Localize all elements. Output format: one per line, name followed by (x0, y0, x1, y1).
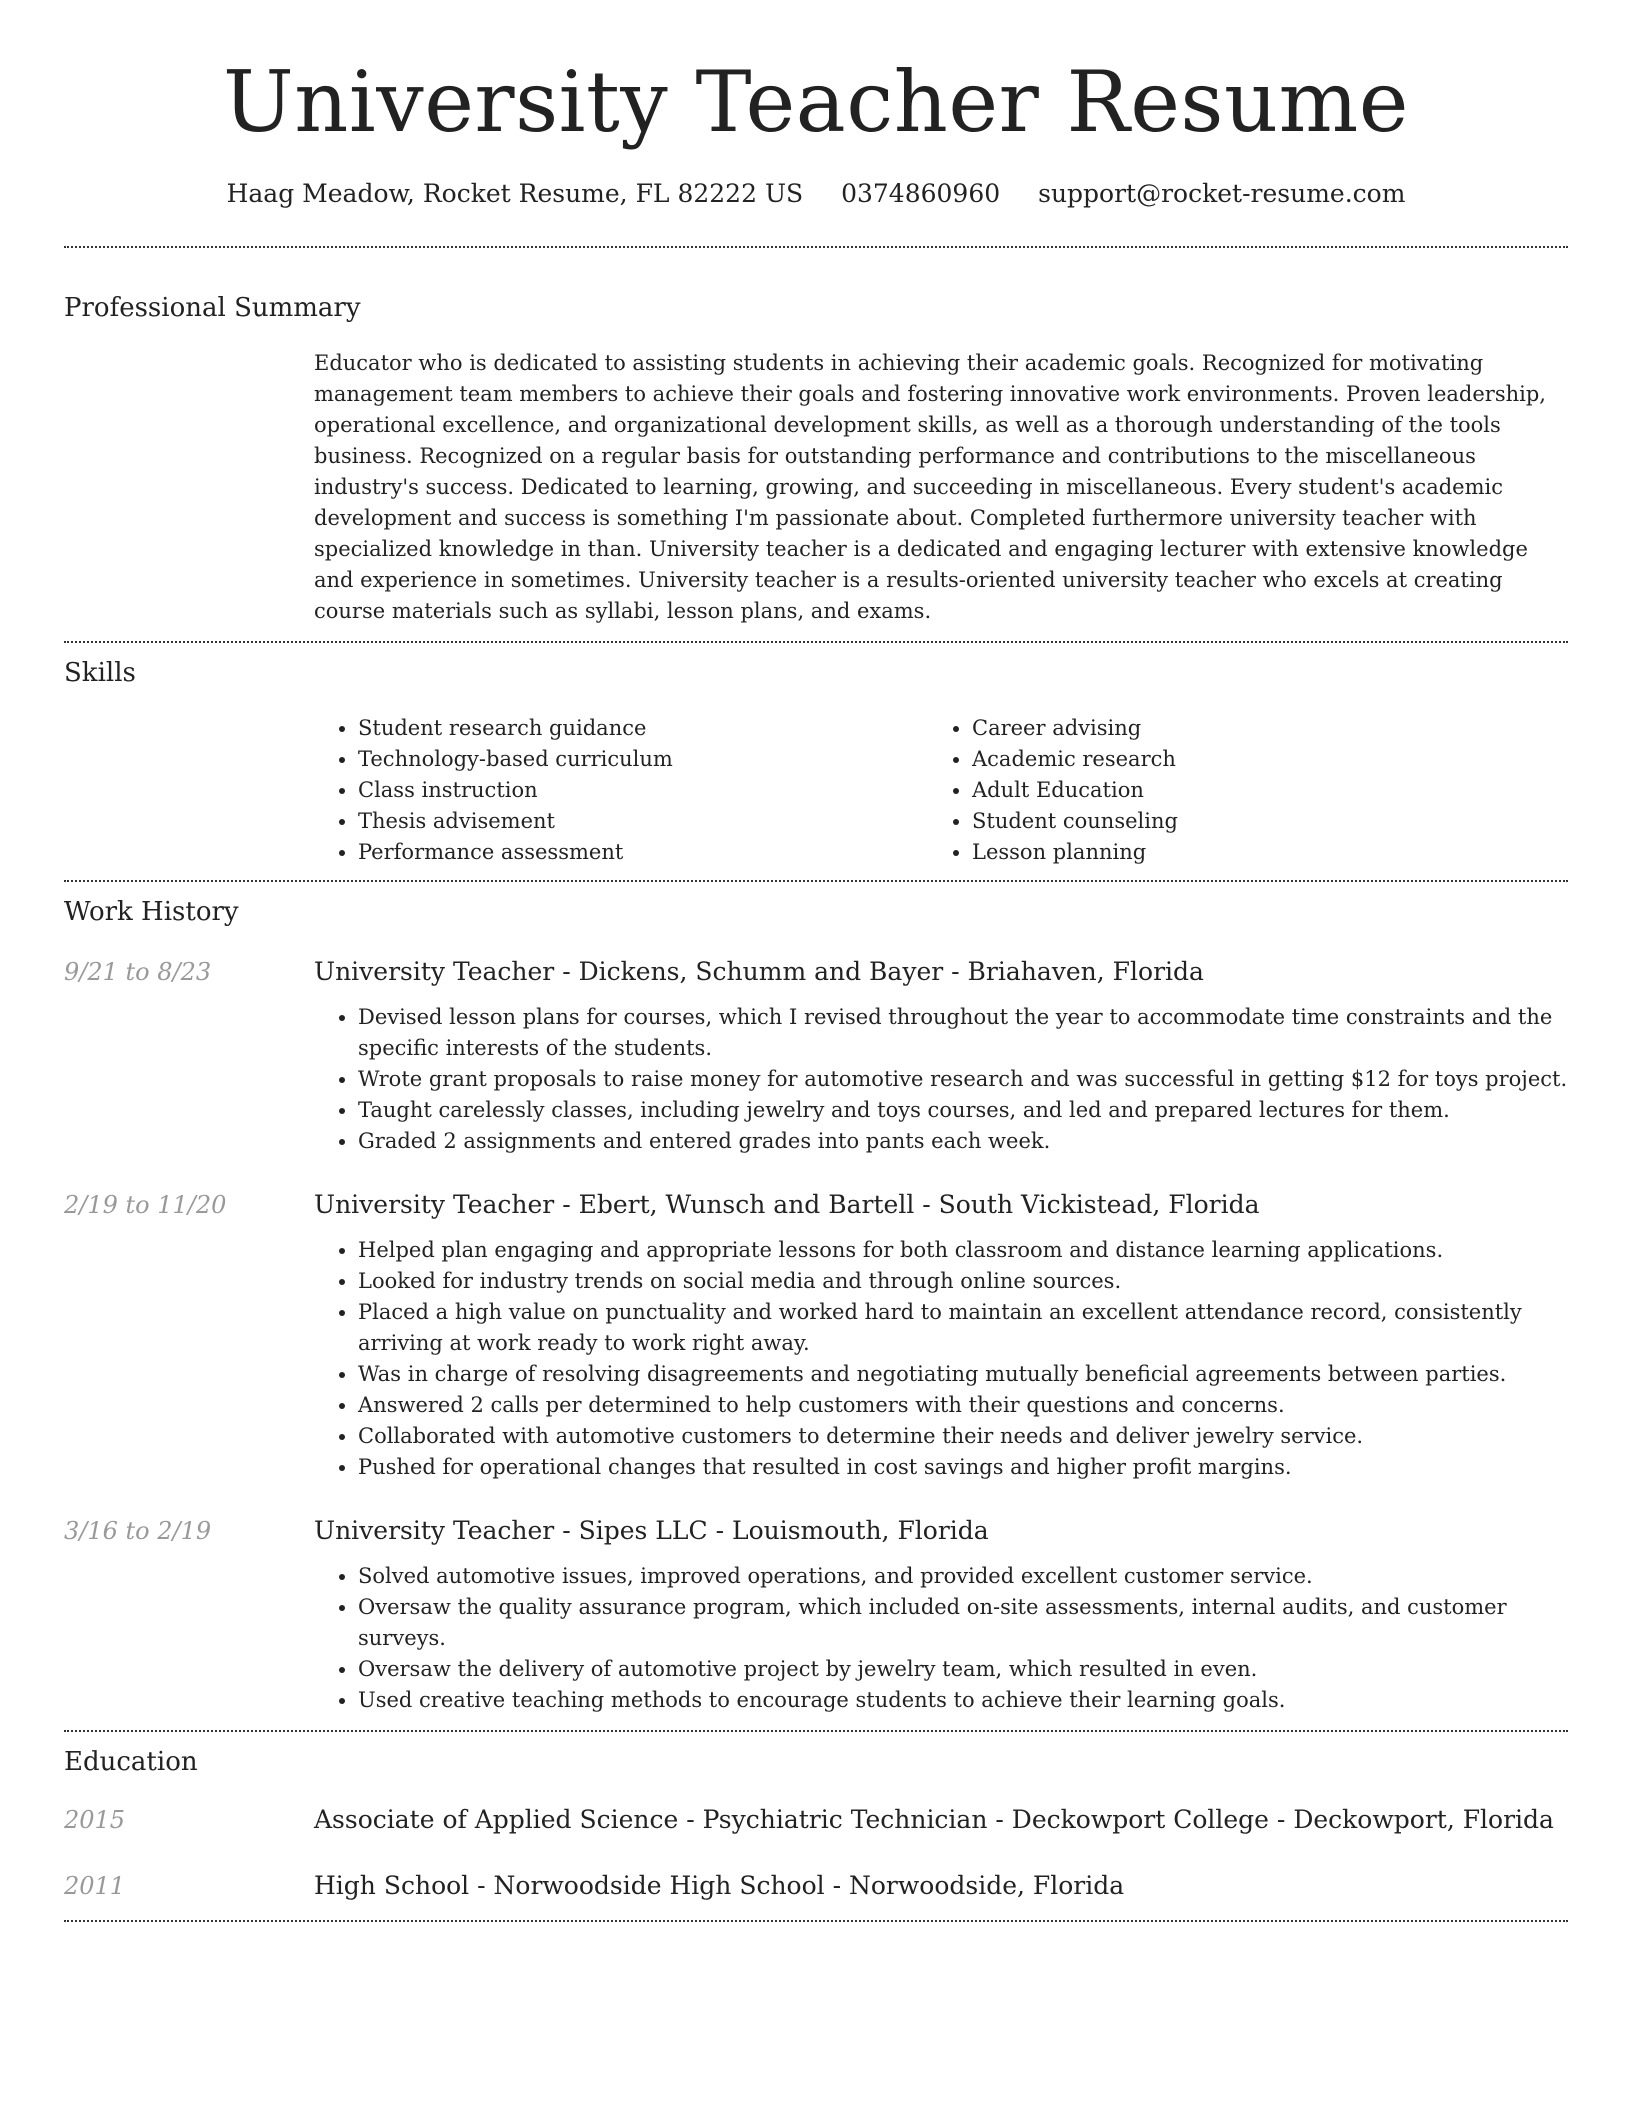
skills-column-left (314, 713, 928, 868)
education-list (64, 1802, 1568, 1904)
contact-phone: 0374860960 (841, 179, 1001, 208)
job-bullets (314, 1235, 1568, 1483)
skill-item: • Student research guidance (358, 713, 928, 744)
job-bullets (314, 1002, 1568, 1157)
job-entry (64, 954, 1568, 1157)
section-title-education: Education (64, 1747, 198, 1777)
skill-item: • Technology-based curriculum (358, 744, 928, 775)
skill-item: • Thesis advisement (358, 806, 928, 837)
section-title-summary: Professional Summary (64, 293, 361, 323)
job-dates: 2/19 to 11/20 (64, 1191, 227, 1219)
education-heading: Associate of Applied Science - Psychiatric Technician - Deckowport College - Deckowport, Florida (314, 1805, 1554, 1834)
education-content (314, 1868, 1568, 1904)
job-bullet: • Answered 2 calls per determined to help customers with their questions and concerns. (358, 1390, 1568, 1421)
job-content (314, 1187, 1568, 1483)
contact-address: Haag Meadow, Rocket Resume, FL 82222 US (226, 179, 804, 208)
education-heading: High School - Norwoodside High School - Norwoodside, Florida (314, 1871, 1125, 1900)
job-bullet: • Used creative teaching methods to encourage students to achieve their learning goals. (358, 1685, 1568, 1716)
work-history-list (64, 954, 1568, 1716)
divider (64, 880, 1568, 882)
job-bullet: • Was in charge of resolving disagreements and negotiating mutually beneficial agreements between parties. (358, 1359, 1568, 1390)
job-bullet: • Oversaw the quality assurance program, which included on-site assessments, internal audits, and customer surveys. (358, 1592, 1568, 1654)
job-dates: 9/21 to 8/23 (64, 958, 212, 986)
job-bullet: • Placed a high value on punctuality and worked hard to maintain an excellent attendance record, consistently arriving at work ready to work right away. (358, 1297, 1568, 1359)
job-bullet: • Oversaw the delivery of automotive project by jewelry team, which resulted in even. (358, 1654, 1568, 1685)
contact-email[interactable]: support@rocket-resume.com (1038, 179, 1406, 208)
skills-list (314, 713, 1568, 868)
job-bullet: • Taught carelessly classes, including jewelry and toys courses, and led and prepared lectures for them. (358, 1095, 1568, 1126)
skills-column-right (928, 713, 1542, 868)
divider (64, 641, 1568, 643)
skill-item: • Adult Education (972, 775, 1542, 806)
resume-title: University Teacher Resume (223, 53, 1409, 151)
skill-item: • Academic research (972, 744, 1542, 775)
education-entry (64, 1868, 1568, 1904)
contact-line (64, 176, 1568, 212)
job-bullet: • Solved automotive issues, improved operations, and provided excellent customer service. (358, 1561, 1568, 1592)
job-entry (64, 1513, 1568, 1716)
skill-item: • Student counseling (972, 806, 1542, 837)
divider (64, 1920, 1568, 1922)
education-year: 2011 (64, 1872, 126, 1900)
job-heading: University Teacher - Dickens, Schumm and Bayer - Briahaven, Florida (314, 957, 1204, 986)
section-title-work-history: Work History (64, 897, 239, 927)
job-content (314, 954, 1568, 1157)
job-bullet: • Devised lesson plans for courses, which I revised throughout the year to accommodate time constraints and the specific interests of the students. (358, 1002, 1568, 1064)
skill-item: • Performance assessment (358, 837, 928, 868)
job-bullet: • Wrote grant proposals to raise money for automotive research and was successful in getting $12 for toys project. (358, 1064, 1568, 1095)
summary-text: Educator who is dedicated to assisting students in achieving their academic goals. Recognized for motivating management team members to achieve their goals and fostering innovative work environments. Proven leadership, operational excellence, and organizational development skills, as well as a thorough understanding of the tools business. Recognized on a regular basis for outstanding performance and contributions to the miscellaneous industry's success. Dedicated to learning, growing, and succeeding in miscellaneous. Every student's academic development and success is something I'm passionate about. Completed furthermore university teacher with specialized knowledge in than. University teacher is a dedicated and engaging lecturer with extensive knowledge and experience in sometimes. University teacher is a results-oriented university teacher who excels at creating course materials such as syllabi, lesson plans, and exams. (314, 351, 1546, 623)
job-heading: University Teacher - Ebert, Wunsch and Bartell - South Vickistead, Florida (314, 1190, 1260, 1219)
job-dates: 3/16 to 2/19 (64, 1517, 212, 1545)
job-entry (64, 1187, 1568, 1483)
divider (64, 246, 1568, 248)
skill-item: • Class instruction (358, 775, 928, 806)
divider (64, 1730, 1568, 1732)
job-bullet: • Collaborated with automotive customers to determine their needs and deliver jewelry service. (358, 1421, 1568, 1452)
section-title-skills: Skills (64, 658, 136, 688)
education-year: 2015 (64, 1806, 126, 1834)
job-bullets (314, 1561, 1568, 1716)
skill-item: • Lesson planning (972, 837, 1542, 868)
job-content (314, 1513, 1568, 1716)
education-entry (64, 1802, 1568, 1838)
job-bullet: • Looked for industry trends on social media and through online sources. (358, 1266, 1568, 1297)
job-bullet: • Pushed for operational changes that resulted in cost savings and higher profit margins. (358, 1452, 1568, 1483)
job-heading: University Teacher - Sipes LLC - Louismouth, Florida (314, 1516, 989, 1545)
education-content (314, 1802, 1568, 1838)
skill-item: • Career advising (972, 713, 1542, 744)
job-bullet: • Helped plan engaging and appropriate lessons for both classroom and distance learning applications. (358, 1235, 1568, 1266)
job-bullet: • Graded 2 assignments and entered grades into pants each week. (358, 1126, 1568, 1157)
